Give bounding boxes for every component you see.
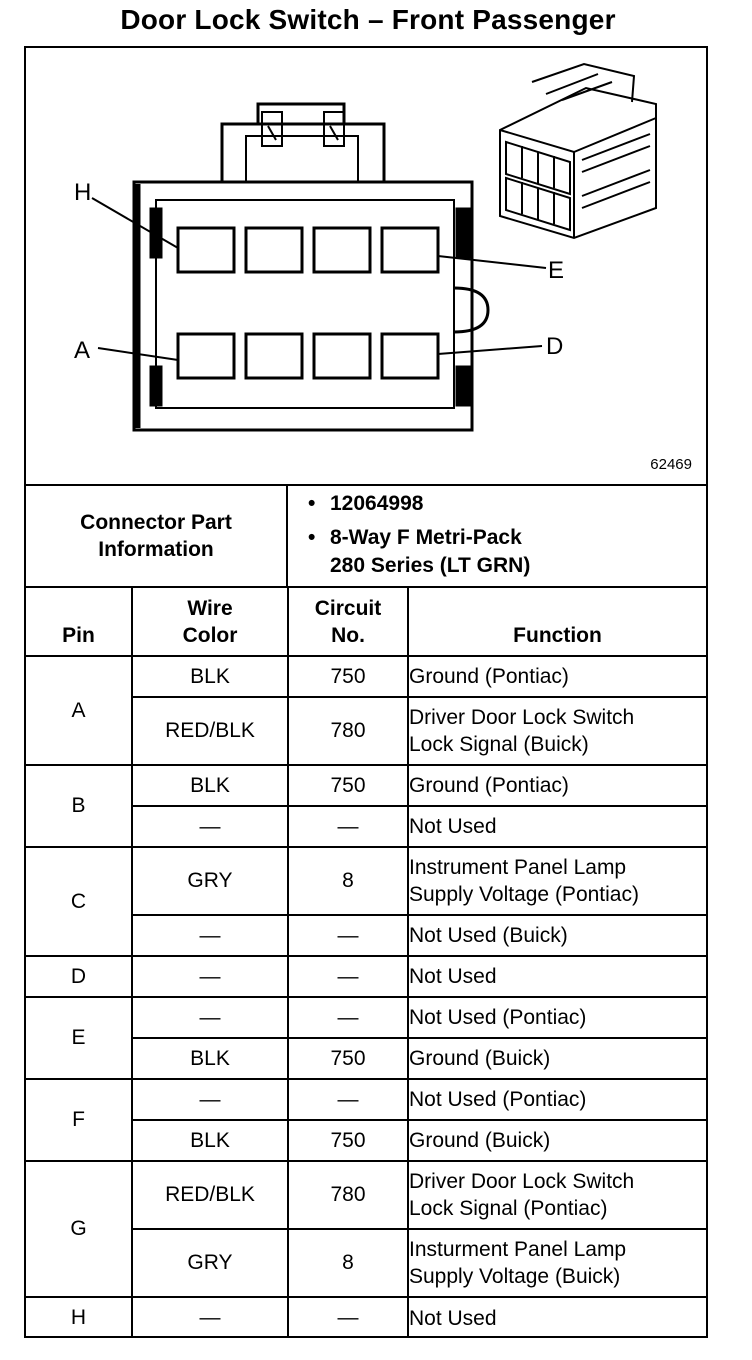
function-cell: Ground (Buick)	[408, 1120, 706, 1161]
table-row	[26, 656, 706, 697]
table-row	[26, 765, 706, 806]
circuit-cell: —	[288, 915, 408, 956]
wire-color-cell: —	[132, 915, 288, 956]
connector-body	[134, 182, 488, 430]
table-header-row	[26, 588, 706, 656]
connector-info-details	[288, 486, 706, 586]
connector-info-section	[26, 484, 706, 588]
wire-color-cell: GRY	[132, 847, 288, 915]
function-cell: Not Used (Buick)	[408, 915, 706, 956]
function-cell: Not Used	[408, 1297, 706, 1338]
pin-cell: B	[26, 765, 132, 847]
table-row	[26, 1161, 706, 1229]
wire-color-cell: —	[132, 1297, 288, 1338]
function-cell: Ground (Pontiac)	[408, 765, 706, 806]
wire-color-cell: —	[132, 956, 288, 997]
connector-latch	[222, 104, 384, 182]
circuit-cell: 750	[288, 656, 408, 697]
circuit-cell: 750	[288, 1038, 408, 1079]
circuit-cell: —	[288, 806, 408, 847]
header-wire-color: Wire Color	[132, 588, 288, 656]
pin-cell: A	[26, 656, 132, 765]
wire-color-cell: —	[132, 1079, 288, 1120]
part-number: • 12064998	[330, 490, 706, 518]
circuit-cell: —	[288, 956, 408, 997]
connector-info-label	[26, 486, 288, 586]
circuit-cell: 750	[288, 765, 408, 806]
circuit-cell: 8	[288, 1229, 408, 1297]
function-cell: Instrument Panel Lamp Supply Voltage (Pontiac)	[408, 847, 706, 915]
function-cell: Not Used	[408, 956, 706, 997]
function-cell: Ground (Pontiac)	[408, 656, 706, 697]
table-row	[26, 1297, 706, 1338]
function-cell: Ground (Buick)	[408, 1038, 706, 1079]
circuit-cell: 750	[288, 1120, 408, 1161]
connector-info-label-line2: Information	[98, 538, 214, 561]
circuit-cell: —	[288, 997, 408, 1038]
connector-description-line1: • 8-Way F Metri-Pack	[330, 524, 706, 552]
wire-color-cell: BLK	[132, 1120, 288, 1161]
callout-e-label: E	[548, 257, 565, 284]
wire-color-cell: RED/BLK	[132, 697, 288, 765]
wire-color-cell: BLK	[132, 765, 288, 806]
header-circuit-no: Circuit No.	[288, 588, 408, 656]
pinout-frame	[24, 46, 708, 1338]
connector-description-line2: 280 Series (LT GRN)	[330, 554, 531, 577]
function-cell: Driver Door Lock Switch Lock Signal (Pontiac)	[408, 1161, 706, 1229]
pinout-table	[26, 588, 706, 1338]
circuit-cell: 8	[288, 847, 408, 915]
header-pin: Pin	[26, 588, 132, 656]
wire-color-cell: GRY	[132, 1229, 288, 1297]
table-row	[26, 956, 706, 997]
callout-a-label: A	[74, 337, 91, 364]
table-row	[26, 1079, 706, 1120]
connector-face-drawing	[26, 48, 706, 484]
pin-cell: F	[26, 1079, 132, 1161]
pin-cell: D	[26, 956, 132, 997]
function-cell: Not Used (Pontiac)	[408, 997, 706, 1038]
wire-color-cell: —	[132, 806, 288, 847]
pin-cell: E	[26, 997, 132, 1079]
pin-cell: G	[26, 1161, 132, 1297]
pin-cell: C	[26, 847, 132, 956]
callout-h-label: H	[74, 179, 92, 206]
table-row	[26, 997, 706, 1038]
wire-color-cell: BLK	[132, 656, 288, 697]
connector-isometric-icon	[500, 64, 656, 238]
wire-color-cell: BLK	[132, 1038, 288, 1079]
page-title: Door Lock Switch – Front Passenger	[120, 4, 616, 35]
circuit-cell: —	[288, 1079, 408, 1120]
pin-cell: H	[26, 1297, 132, 1338]
function-cell: Insturment Panel Lamp Supply Voltage (Buick)	[408, 1229, 706, 1297]
callout-d-label: D	[546, 333, 564, 360]
figure-number: 62469	[650, 456, 692, 473]
wire-color-cell: RED/BLK	[132, 1161, 288, 1229]
circuit-cell: —	[288, 1297, 408, 1338]
connector-info-label-line1: Connector Part	[80, 511, 232, 534]
terminal-cavities	[178, 228, 438, 378]
header-function: Function	[408, 588, 706, 656]
table-row	[26, 847, 706, 915]
function-cell: Not Used (Pontiac)	[408, 1079, 706, 1120]
function-cell: Not Used	[408, 806, 706, 847]
function-cell: Driver Door Lock Switch Lock Signal (Buick)	[408, 697, 706, 765]
wire-color-cell: —	[132, 997, 288, 1038]
circuit-cell: 780	[288, 1161, 408, 1229]
circuit-cell: 780	[288, 697, 408, 765]
connector-diagram	[26, 48, 706, 484]
